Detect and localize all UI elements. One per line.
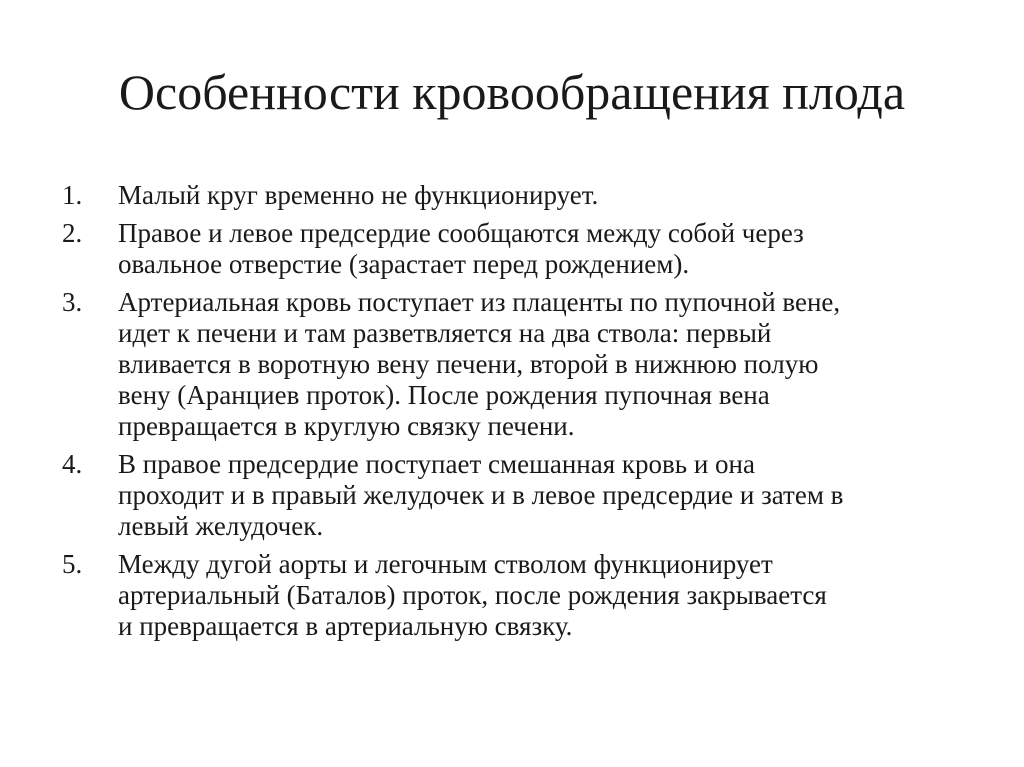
list-item-number: 1. [62, 180, 83, 210]
text-line: вливается в воротную вену печени, второй в нижнюю полую [118, 349, 819, 379]
text-line: вену (Аранциев проток). После рождения пупочная вена [118, 380, 770, 410]
text-line: идет к печени и там разветвляется на два ствола: первый [118, 318, 772, 348]
list-item-5 [62, 549, 982, 642]
text-line: артериальный (Баталов) проток, после рождения закрывается [118, 580, 827, 610]
text-line: овальное отверстие (зарастает перед рождением). [118, 249, 690, 279]
list-item-text [118, 218, 982, 280]
list-item-number: 3. [62, 287, 83, 317]
text-line: Артериальная кровь поступает из плаценты по пупочной вене, [118, 287, 841, 317]
list-item-text [118, 180, 982, 211]
list-item-1 [62, 180, 982, 211]
list-item-number: 5. [62, 549, 83, 579]
slide-title: Особенности кровообращения плода [118, 64, 906, 120]
list-item-3 [62, 287, 982, 442]
list-item-text [118, 449, 982, 542]
numbered-list [62, 180, 982, 649]
text-line: и превращается в артериальную связку. [118, 611, 573, 641]
list-item-text [118, 549, 982, 642]
text-line: Правое и левое предсердие сообщаются между собой через [118, 218, 804, 248]
text-line: Между дугой аорты и легочным стволом функционирует [118, 549, 773, 579]
list-item-number: 4. [62, 449, 83, 479]
text-line: проходит и в правый желудочек и в левое предсердие и затем в [118, 480, 844, 510]
list-item-number: 2. [62, 218, 83, 248]
list-item-2 [62, 218, 982, 280]
list-item-4 [62, 449, 982, 542]
text-line: В правое предсердие поступает смешанная кровь и она [118, 449, 755, 479]
list-item-text [118, 287, 982, 442]
text-line: Малый круг временно не функционирует. [118, 180, 599, 210]
text-line: превращается в круглую связку печени. [118, 411, 575, 441]
text-line: левый желудочек. [118, 511, 324, 541]
